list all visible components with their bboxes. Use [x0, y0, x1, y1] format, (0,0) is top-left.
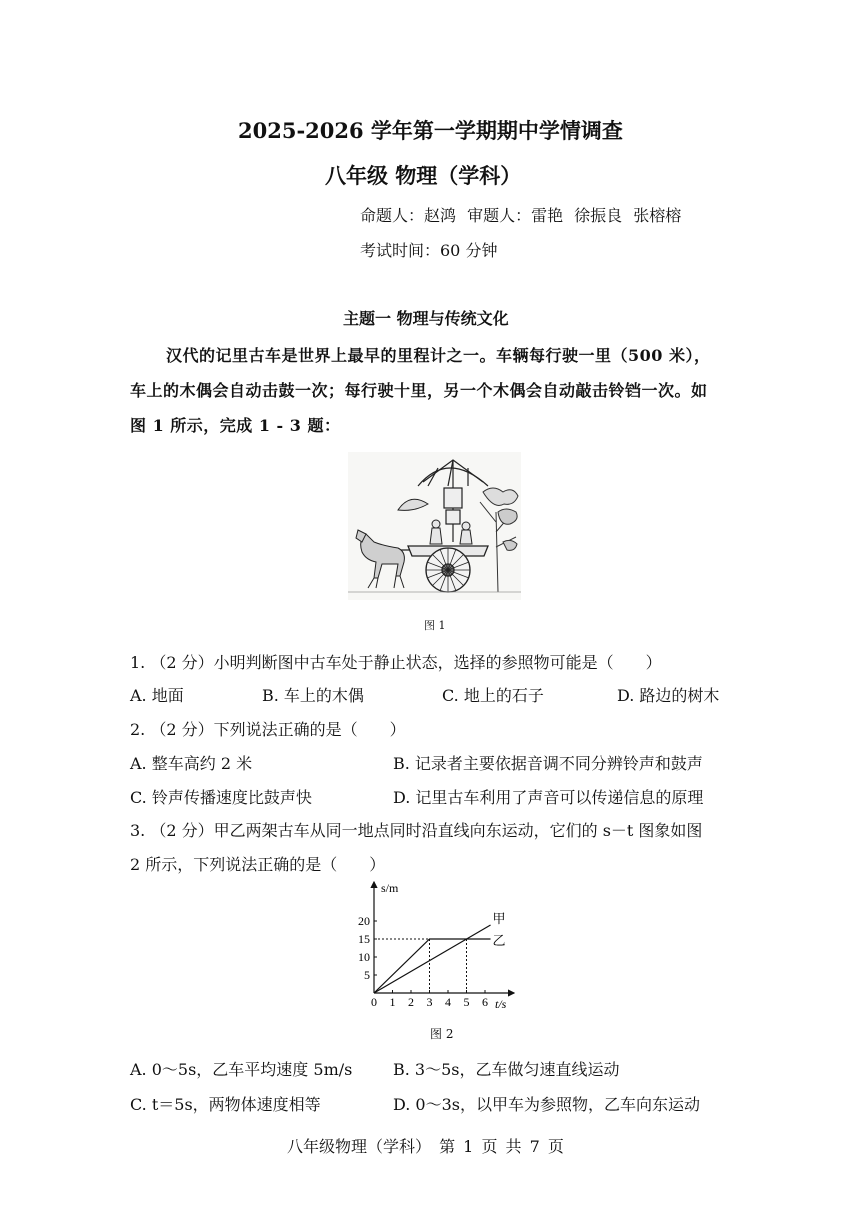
x-tick-label-6: 6 — [482, 995, 488, 1009]
x-axis-label: t/s — [495, 997, 507, 1011]
intro-line-2: 车上的木偶会自动击鼓一次；每行驶十里，另一个木偶会自动敲击铃铛一次。如 — [130, 381, 708, 400]
intro-line-3: 图 1 所示，完成 1 - 3 题： — [130, 416, 341, 435]
exam-title: 2025-2026 学年第一学期期中学情调查 — [238, 118, 623, 143]
series-line-1 — [374, 939, 491, 993]
st-graph — [350, 878, 520, 1014]
x-tick-label-5: 5 — [463, 995, 470, 1009]
x-tick-label-2: 2 — [408, 995, 414, 1009]
series-label-1: 乙 — [492, 934, 506, 949]
question-3-stem-line-1: 3. （2 分）甲乙两架古车从同一地点同时沿直线向东运动，它们的 s－t 图象如图 — [130, 821, 703, 840]
q1-option-d: D. 路边的树木 — [617, 686, 720, 705]
odometer-cart-illustration — [348, 452, 521, 600]
q2-option-b: B. 记录者主要依据音调不同分辨铃声和鼓声 — [393, 754, 703, 773]
x-tick-label-3: 3 — [426, 995, 433, 1009]
question-3-stem-line-2: 2 所示，下列说法正确的是（ ） — [130, 855, 386, 874]
q2-option-c: C. 铃声传播速度比鼓声快 — [130, 788, 312, 807]
figure-1-caption: 图 1 — [424, 619, 446, 632]
intro-line-1: 汉代的记里古车是世界上最早的里程计之一。车辆每行驶一里（500 米）， — [166, 346, 711, 365]
y-axis-label: s/m — [381, 881, 399, 895]
question-2-stem: 2. （2 分）下列说法正确的是（ ） — [130, 720, 406, 739]
exam-subtitle: 八年级 物理（学科） — [325, 163, 522, 188]
q3-option-b: B. 3～5s，乙车做匀速直线运动 — [393, 1060, 620, 1079]
y-tick-label-15: 15 — [358, 932, 370, 946]
y-tick-label-5: 5 — [364, 968, 370, 982]
q1-option-b: B. 车上的木偶 — [262, 686, 364, 705]
figure-2-caption: 图 2 — [430, 1027, 454, 1041]
q2-option-a: A. 整车高约 2 米 — [130, 754, 253, 773]
y-tick-label-10: 10 — [358, 950, 370, 964]
q1-option-c: C. 地上的石子 — [442, 686, 544, 705]
exam-time: 考试时间：60 分钟 — [360, 241, 498, 260]
series-line-0 — [374, 925, 491, 993]
q3-option-d: D. 0～3s，以甲车为参照物，乙车向东运动 — [393, 1095, 701, 1114]
q3-option-c: C. t＝5s，两物体速度相等 — [130, 1095, 321, 1114]
exam-authors: 命题人：赵鸿 审题人：雷艳 徐振良 张榕榕 — [360, 206, 682, 225]
topic-heading: 主题一 物理与传统文化 — [343, 309, 509, 328]
series-label-0: 甲 — [492, 911, 506, 927]
question-1-stem: 1. （2 分）小明判断图中古车处于静止状态，选择的参照物可能是（ ） — [130, 653, 662, 672]
page-footer: 八年级物理（学科） 第 1 页 共 7 页 — [287, 1137, 564, 1156]
x-tick-label-4: 4 — [445, 995, 451, 1009]
q1-option-a: A. 地面 — [130, 686, 184, 705]
q3-option-a: A. 0～5s，乙车平均速度 5m/s — [130, 1060, 353, 1079]
x-tick-label-0: 0 — [371, 995, 377, 1009]
q2-option-d: D. 记里古车利用了声音可以传递信息的原理 — [393, 788, 704, 807]
y-tick-label-20: 20 — [358, 914, 370, 928]
x-tick-label-1: 1 — [389, 995, 396, 1009]
